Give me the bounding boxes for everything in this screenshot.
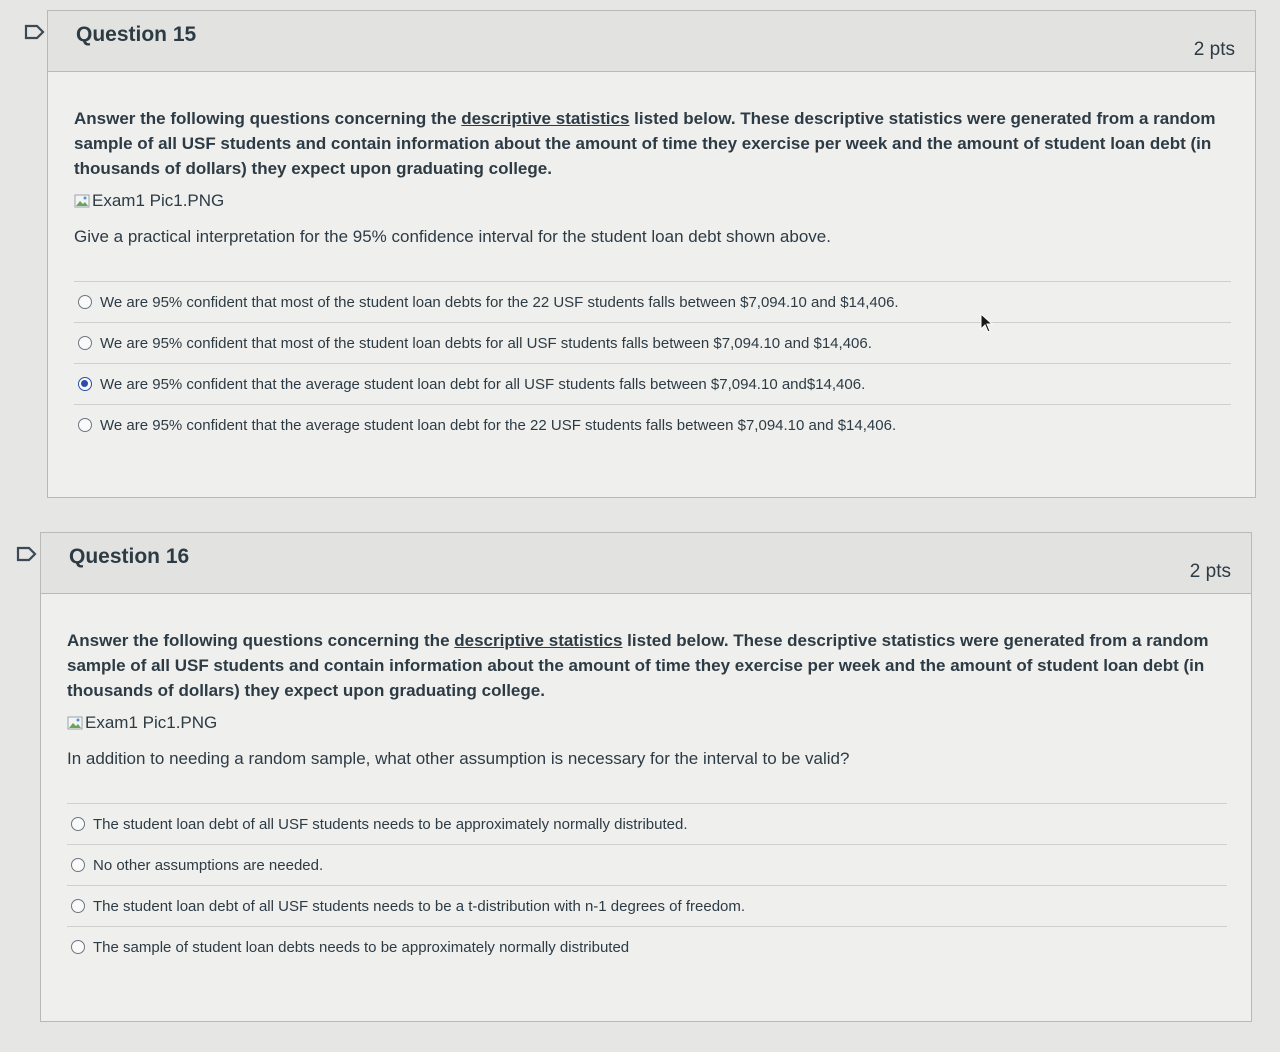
answer-option[interactable] <box>67 886 1227 927</box>
answer-option[interactable] <box>74 364 1231 405</box>
radio-button-selected[interactable] <box>78 377 92 391</box>
descriptive-statistics-link[interactable]: descriptive statistics <box>454 631 623 650</box>
question-header <box>48 11 1255 72</box>
question-16-card <box>40 532 1252 1022</box>
question-prompt: Give a practical interpretation for the 95% confidence interval for the student loan debt shown above. <box>74 227 831 246</box>
question-title: Question 16 <box>69 545 190 568</box>
image-alt-text: Exam1 Pic1.PNG <box>92 191 225 210</box>
broken-image <box>74 191 1231 211</box>
answer-label[interactable]: We are 95% confident that the average student loan debt for the 22 USF students falls between $7,094.10 and $14,406. <box>100 416 897 434</box>
radio-button[interactable] <box>71 817 85 831</box>
question-points: 2 pts <box>1189 561 1231 582</box>
answer-label[interactable]: The student loan debt of all USF students needs to be approximately normally distributed. <box>93 815 688 833</box>
answer-option[interactable] <box>67 927 1227 967</box>
question-header <box>41 533 1251 594</box>
descriptive-statistics-link[interactable]: descriptive statistics <box>461 109 630 128</box>
answer-label[interactable]: We are 95% confident that the average student loan debt for all USF students falls between $7,094.10 and$14,406. <box>100 375 866 393</box>
flag-question-icon[interactable] <box>16 546 36 560</box>
broken-image <box>67 713 1227 733</box>
intro-text-before: Answer the following questions concerning the <box>74 109 462 128</box>
answer-label[interactable]: We are 95% confident that most of the student loan debts for all USF students falls between $7,094.10 and $14,406. <box>100 334 872 352</box>
radio-button[interactable] <box>71 899 85 913</box>
broken-image-icon <box>67 716 83 730</box>
question-body <box>67 628 1227 967</box>
question-points: 2 pts <box>1193 39 1235 60</box>
radio-button[interactable] <box>78 295 92 309</box>
answer-option[interactable] <box>67 804 1227 845</box>
broken-image-icon <box>74 194 90 208</box>
image-alt-text: Exam1 Pic1.PNG <box>85 713 218 732</box>
answer-list <box>67 803 1227 967</box>
answer-label[interactable]: No other assumptions are needed. <box>93 856 324 874</box>
answer-option[interactable] <box>74 282 1231 323</box>
answer-option[interactable] <box>74 405 1231 445</box>
answer-label[interactable]: We are 95% confident that most of the student loan debts for the 22 USF students falls between $7,094.10 and $14,406. <box>100 293 899 311</box>
question-15-card <box>47 10 1256 498</box>
question-title: Question 15 <box>76 23 197 46</box>
mouse-cursor-icon <box>980 313 994 333</box>
question-prompt: In addition to needing a random sample, what other assumption is necessary for the interval to be valid? <box>67 749 850 768</box>
radio-button[interactable] <box>71 940 85 954</box>
question-body <box>74 106 1231 445</box>
radio-button[interactable] <box>71 858 85 872</box>
intro-text-after: listed below. These descriptive statistics were generated from a random sample of all USF students and contain information about the amount of time they exercise per week and the amount of student loan debt (in thousands of dollars) they expect upon graduating college. <box>67 631 1209 700</box>
intro-text-before: Answer the following questions concerning the <box>67 631 455 650</box>
radio-button[interactable] <box>78 336 92 350</box>
question-intro <box>67 628 1227 703</box>
intro-text-after: listed below. These descriptive statistics were generated from a random sample of all USF students and contain information about the amount of time they exercise per week and the amount of student loan debt (in thousands of dollars) they expect upon graduating college. <box>74 109 1216 178</box>
flag-question-icon[interactable] <box>24 24 44 38</box>
answer-option[interactable] <box>74 323 1231 364</box>
answer-list <box>74 281 1231 445</box>
answer-label[interactable]: The student loan debt of all USF students needs to be a t-distribution with n-1 degrees of freedom. <box>93 897 746 915</box>
answer-option[interactable] <box>67 845 1227 886</box>
radio-button[interactable] <box>78 418 92 432</box>
answer-label[interactable]: The sample of student loan debts needs to be approximately normally distributed <box>93 938 630 956</box>
question-intro <box>74 106 1231 181</box>
